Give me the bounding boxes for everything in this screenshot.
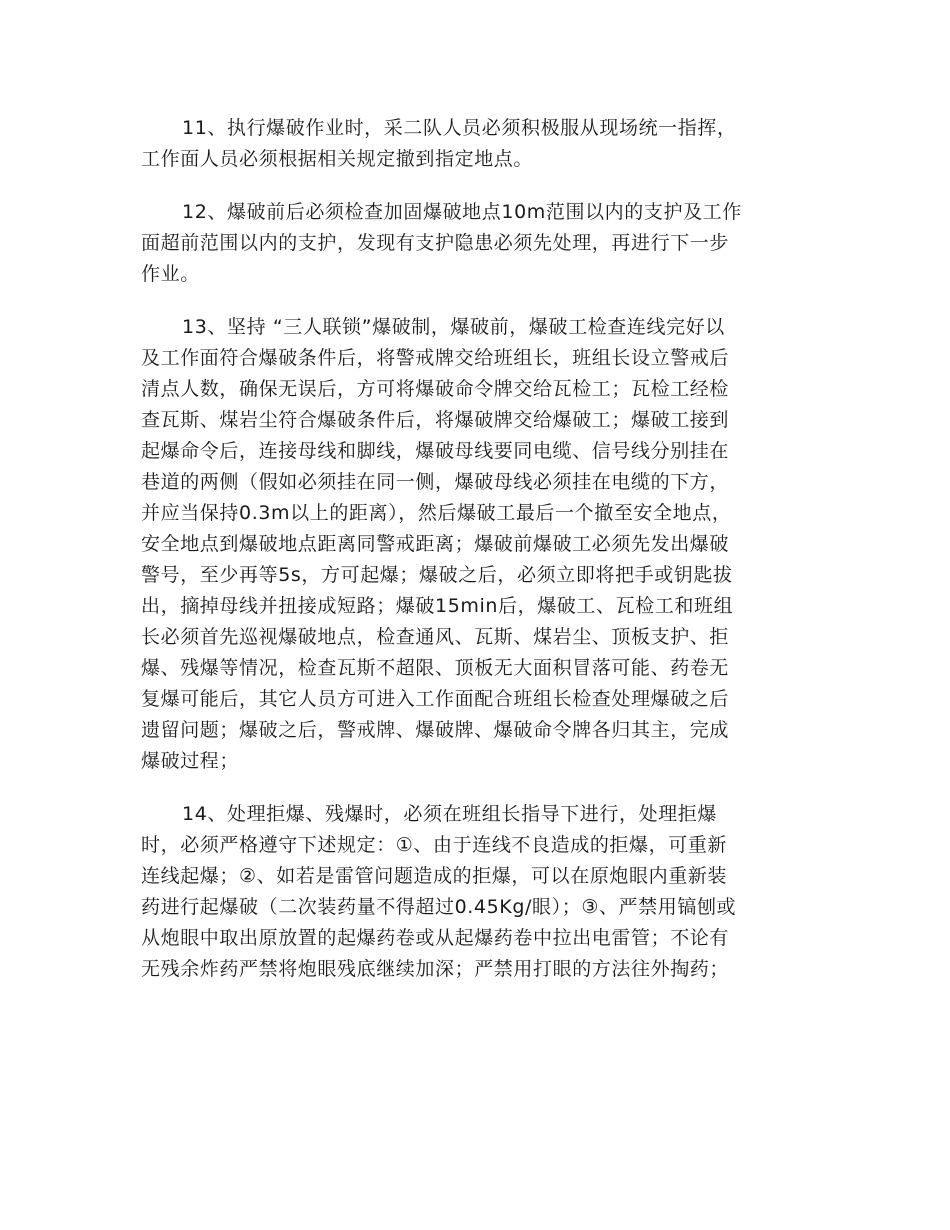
text-line: 清点人数，确保无误后，方可将爆破命令牌交给瓦检工；瓦检工经检 [141, 378, 730, 400]
paragraph-item-12 [141, 197, 811, 290]
paragraph-item-13 [141, 312, 811, 777]
paragraph-item-11 [141, 113, 811, 175]
text-line: 爆破过程； [141, 750, 240, 772]
text-line: 从炮眼中取出原放置的起爆药卷或从起爆药卷中拉出电雷管；不论有 [141, 927, 730, 949]
paragraph-item-14 [141, 799, 811, 985]
text-line: 并应当保持0.3m以上的距离），然后爆破工最后一个撤至安全地点， [141, 502, 732, 524]
text-line: 爆、残爆等情况，检查瓦斯不超限、顶板无大面积冒落可能、药卷无 [141, 657, 730, 679]
text-line: 工作面人员必须根据相关规定撤到指定地点。 [141, 148, 534, 170]
text-line: 起爆命令后，连接母线和脚线，爆破母线要同电缆、信号线分别挂在 [141, 440, 730, 462]
text-line: 复爆可能后，其它人员方可进入工作面配合班组长检查处理爆破之后 [141, 688, 730, 710]
text-line: 查瓦斯、煤岩尘符合爆破条件后，将爆破牌交给爆破工；爆破工接到 [141, 409, 730, 431]
text-line: 安全地点到爆破地点距离同警戒距离；爆破前爆破工必须先发出爆破 [141, 533, 730, 555]
text-line: 时，必须严格遵守下述规定：①、由于连线不良造成的拒爆，可重新 [141, 834, 728, 856]
text-line: 警号，至少再等5s，方可起爆；爆破之后，必须立即将把手或钥匙拔 [141, 564, 733, 586]
text-line: 药进行起爆破（二次装药量不得超过0.45Kg/眼）；③、严禁用镐刨或 [141, 896, 737, 918]
text-line: 作业。 [141, 263, 200, 285]
document-body [141, 113, 811, 1007]
text-line: 巷道的两侧（假如必须挂在同一侧，爆破母线必须挂在电缆的下方， [141, 471, 730, 493]
text-line: 12、爆破前后必须检查加固爆破地点10m范围以内的支护及工作 [182, 201, 742, 223]
text-line: 遗留问题；爆破之后，警戒牌、爆破牌、爆破命令牌各归其主，完成 [141, 719, 730, 741]
text-line: 及工作面符合爆破条件后，将警戒牌交给班组长，班组长设立警戒后 [141, 347, 730, 369]
text-line: 出，摘掉母线并扭接成短路；爆破15min后，爆破工、瓦检工和班组 [141, 595, 734, 617]
text-line: 面超前范围以内的支护，发现有支护隐患必须先处理，再进行下一步 [141, 232, 730, 254]
text-line: 14、处理拒爆、残爆时，必须在班组长指导下进行，处理拒爆 [182, 803, 717, 825]
text-line: 连线起爆；②、如若是雷管问题造成的拒爆，可以在原炮眼内重新装 [141, 865, 728, 887]
text-line: 13、坚持 “三人联锁”爆破制，爆破前，爆破工检查连线完好以 [182, 316, 725, 338]
text-line: 11、执行爆破作业时，采二队人员必须积极服从现场统一指挥， [182, 117, 737, 139]
text-line: 长必须首先巡视爆破地点，检查通风、瓦斯、煤岩尘、顶板支护、拒 [141, 626, 730, 648]
text-line: 无残余炸药严禁将炮眼残底继续加深；严禁用打眼的方法往外掏药； [141, 958, 730, 980]
